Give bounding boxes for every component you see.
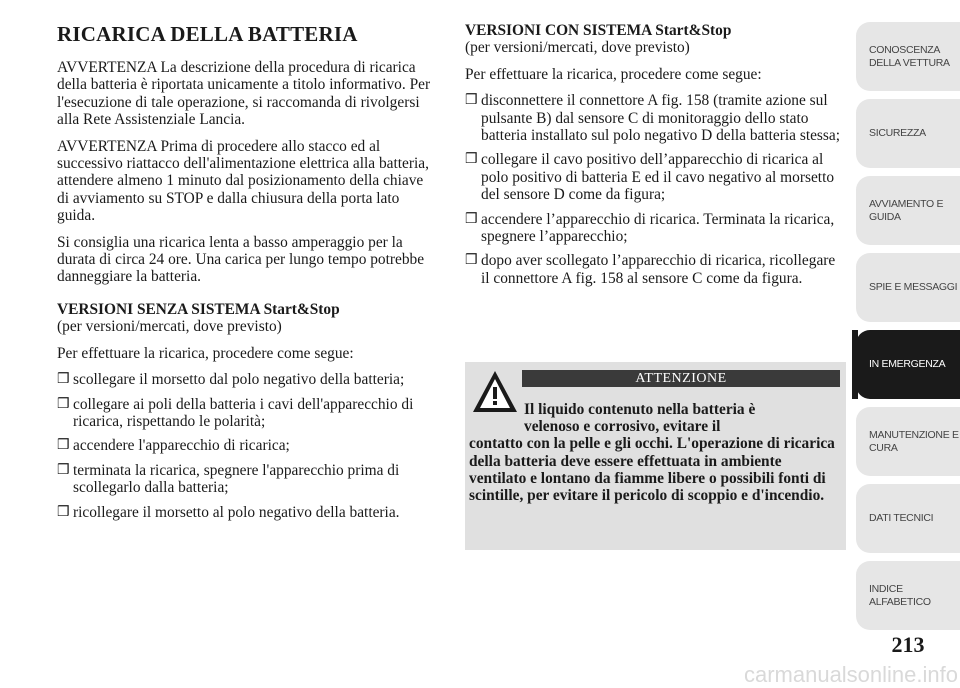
notice-paragraph-1: AVVERTENZA La descrizione della procedura di ricarica della batteria è riportata unicamente a titolo informativo. Per l'esecuzione di tale operazione, si raccomanda di rivolgersi alla Rete Assistenziale Lancia. bbox=[57, 59, 431, 129]
checkbox-bullet-icon: ❒ bbox=[57, 462, 70, 478]
procedure-step: ❒ accendere l’apparecchio di ricarica. Terminata la ricarica, spegnere l’apparecchio; bbox=[465, 210, 835, 246]
procedure-step: ❒ accendere l'apparecchio di ricarica; bbox=[57, 437, 290, 455]
tab-in-emergenza[interactable]: IN EMERGENZA bbox=[856, 330, 960, 399]
procedure-step: ❒ ricollegare il morsetto al polo negativo della batteria. bbox=[57, 503, 400, 521]
procedure-step: ❒ collegare il cavo positivo dell’apparecchio di ricarica al polo positivo di batteria E ed il cavo negativo al morsetto del sensore D come da figura; bbox=[465, 151, 835, 204]
procedure-step: ❒ dopo aver scollegato l’apparecchio di ricarica, ricollegare il connettore A fig. 158 al sensore C come da figura. bbox=[465, 252, 836, 287]
warning-text: Il liquido contenuto nella batteria è velenoso e corrosivo, evitare il contatto con la pelle e gli occhi. L'operazione di ricarica della batteria deve essere effettuata in ambiente ventilato e lontano da fiamme libere o possibili fonti di scintille, per evitare il pericolo di scoppio e d'incendio. bbox=[469, 401, 835, 505]
section-heading-without-start-stop: VERSIONI SENZA SISTEMA Start&Stop bbox=[57, 300, 340, 318]
right-column bbox=[465, 22, 847, 294]
procedure-intro: Per effettuare la ricarica, procedere come segue: bbox=[465, 65, 762, 83]
procedure-step: ❒ collegare ai poli della batteria i cavi dell'apparecchio di ricarica, rispettando le polarità; bbox=[57, 395, 414, 430]
notice-paragraph-2: AVVERTENZA Prima di procedere allo stacco ed al successivo riattacco dell'alimentazione elettrica alla batteria, attendere almeno 1 minuto dal posizionamento della chiave di avviamento su STOP e dalla chiusura della porta lato guida. bbox=[57, 137, 429, 225]
section-note: (per versioni/mercati, dove previsto) bbox=[465, 39, 690, 57]
tab-dati-tecnici[interactable]: DATI TECNICI bbox=[856, 484, 960, 553]
warning-label: ATTENZIONE bbox=[522, 370, 840, 387]
checkbox-bullet-icon: ❒ bbox=[57, 504, 70, 520]
checkbox-bullet-icon: ❒ bbox=[465, 152, 478, 168]
checkbox-bullet-icon: ❒ bbox=[465, 93, 478, 109]
checkbox-bullet-icon: ❒ bbox=[57, 438, 70, 454]
checkbox-bullet-icon: ❒ bbox=[465, 253, 478, 269]
checkbox-bullet-icon: ❒ bbox=[57, 396, 70, 412]
page-number: 213 bbox=[891, 632, 925, 657]
checkbox-bullet-icon: ❒ bbox=[57, 372, 70, 388]
procedure-step: ❒ terminata la ricarica, spegnere l'apparecchio prima di scollegarlo dalla batteria; bbox=[57, 461, 400, 497]
left-column bbox=[57, 22, 437, 528]
checkbox-bullet-icon: ❒ bbox=[465, 211, 478, 227]
warning-box bbox=[465, 362, 846, 550]
tab-avviamento-e-guida[interactable]: AVVIAMENTO E GUIDA bbox=[856, 176, 960, 245]
procedure-intro: Per effettuare la ricarica, procedere come segue: bbox=[57, 344, 354, 362]
procedure-step: ❒ scollegare il morsetto dal polo negativo della batteria; bbox=[57, 371, 405, 389]
section-heading-with-start-stop: VERSIONI CON SISTEMA Start&Stop bbox=[465, 22, 732, 39]
page-title: RICARICA DELLA BATTERIA bbox=[57, 22, 358, 46]
advice-paragraph: Si consiglia una ricarica lenta a basso amperaggio per la durata di circa 24 ore. Una carica per lungo tempo potrebbe danneggiare la batteria. bbox=[57, 233, 425, 286]
tab-spie-e-messaggi[interactable]: SPIE E MESSAGGI bbox=[856, 253, 960, 322]
section-note: (per versioni/mercati, dove previsto) bbox=[57, 318, 282, 336]
tab-indice-alfabetico[interactable]: INDICE ALFABETICO bbox=[856, 561, 960, 630]
procedure-steps-list bbox=[57, 371, 437, 521]
tab-conoscenza-della-vettura[interactable]: CONOSCENZA DELLA VETTURA bbox=[856, 22, 960, 91]
tab-sicurezza[interactable]: SICUREZZA bbox=[856, 99, 960, 168]
watermark: carmanualsonline.info bbox=[743, 662, 958, 687]
tab-manutenzione-e-cura[interactable]: MANUTENZIONE E CURA bbox=[856, 407, 960, 476]
procedure-step: ❒ disconnettere il connettore A fig. 158 (tramite azione sul pulsante B) dal sensore C di monitoraggio dello stato batteria installato sul polo negativo D della batteria stessa; bbox=[465, 92, 841, 145]
procedure-steps-list bbox=[465, 92, 847, 287]
